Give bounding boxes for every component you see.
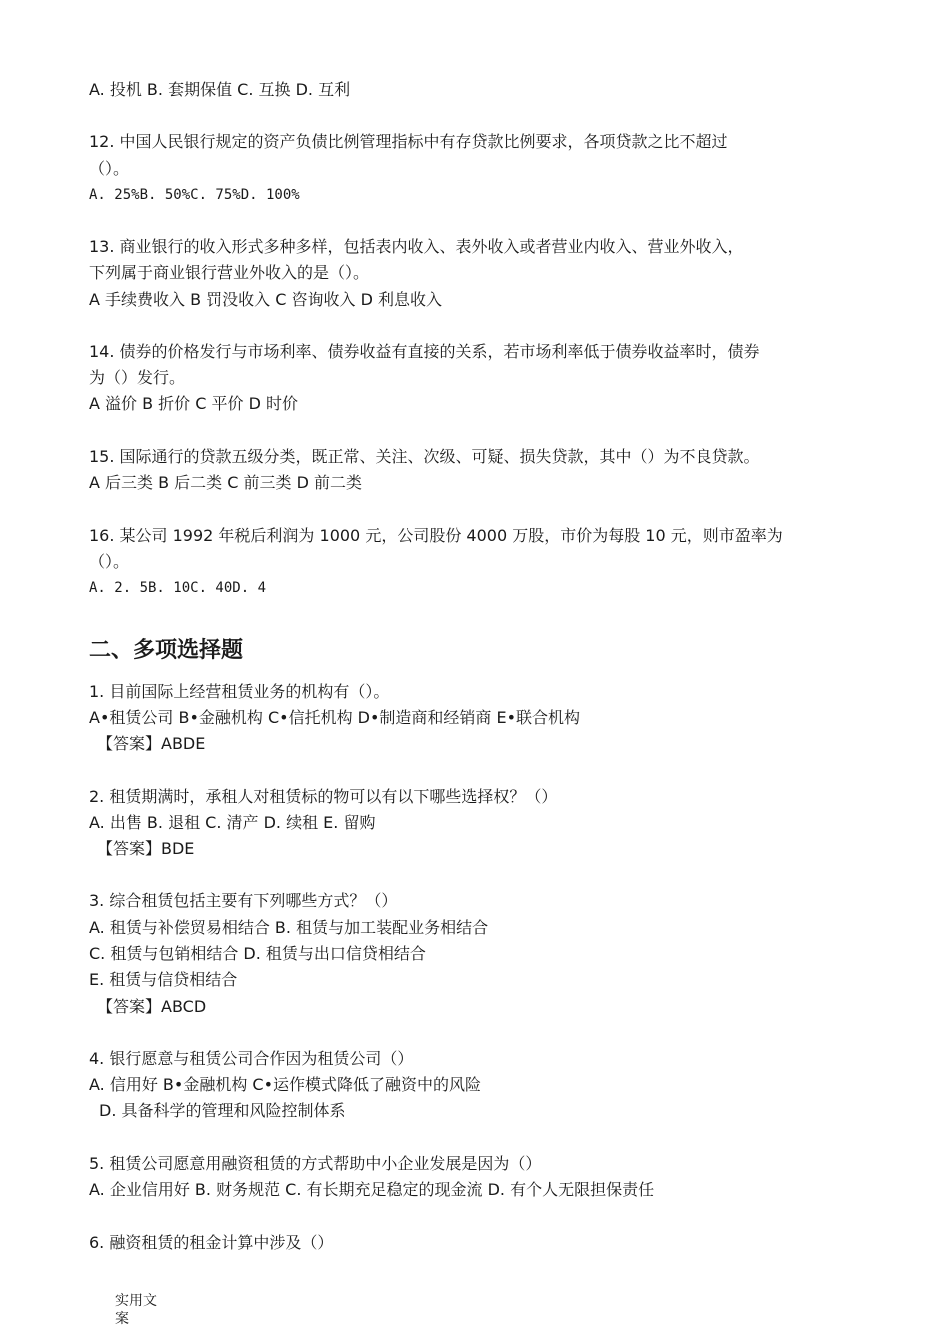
q14-options: A 溢价 B 折价 C 平价 D 时价 — [89, 394, 299, 413]
mq3-options-e: E. 租赁与信贷相结合 — [89, 970, 238, 989]
mq3-text: 3. 综合租赁包括主要有下列哪些方式？（） — [89, 891, 398, 910]
q14-text: 14. 债券的价格发行与市场利率、债券收益有直接的关系，若市场利率低于债券收益率时，债券 — [89, 342, 760, 361]
mq1-options: A•租赁公司 B•金融机构 C•信托机构 D•制造商和经销商 E•联合机构 — [89, 708, 581, 727]
mq3-options-cd: C. 租赁与包销相结合 D. 租赁与出口信贷相结合 — [89, 944, 426, 963]
mq3-answer: 【答案】ABCD — [97, 997, 207, 1016]
section-heading: 二、多项选择题 — [89, 638, 244, 663]
q12-text: 12. 中国人民银行规定的资产负债比例管理指标中有存贷款比例要求，各项贷款之比不超过 — [89, 132, 728, 151]
q16-text-cont: （）。 — [89, 552, 130, 571]
mq4-options-abc: A. 信用好 B•金融机构 C•运作模式降低了融资中的风险 — [89, 1075, 482, 1094]
q15-options: A 后三类 B 后二类 C 前三类 D 前二类 — [89, 473, 363, 492]
mq2-options: A. 出售 B. 退租 C. 清产 D. 续租 E. 留购 — [89, 813, 376, 832]
q16-options: A. 2. 5B. 10C. 40D. 4 — [89, 580, 267, 596]
mq6-text: 6. 融资租赁的租金计算中涉及（） — [89, 1233, 334, 1252]
mq2-text: 2. 租赁期满时，承租人对租赁标的物可以有以下哪些选择权？（） — [89, 787, 558, 806]
mq2-answer: 【答案】BDE — [97, 839, 195, 858]
q14-text-cont: 为（）发行。 — [89, 368, 186, 387]
mq3-options-ab: A. 租赁与补偿贸易相结合 B. 租赁与加工装配业务相结合 — [89, 918, 489, 937]
q12-text-cont: （）。 — [89, 159, 130, 178]
page-footer: 实用文案 — [115, 1293, 157, 1327]
q13-text: 13. 商业银行的收入形式多种多样，包括表内收入、表外收入或者营业内收入、营业外收入， — [89, 237, 744, 256]
mq5-text: 5. 租赁公司愿意用融资租赁的方式帮助中小企业发展是因为（） — [89, 1154, 542, 1173]
mq1-text: 1. 目前国际上经营租赁业务的机构有（）。 — [89, 682, 390, 701]
q12-options: A. 25%B. 50%C. 75%D. 100% — [89, 187, 300, 203]
q11-options: A. 投机 B. 套期保值 C. 互换 D. 互利 — [89, 80, 351, 99]
mq1-answer: 【答案】ABDE — [97, 734, 206, 753]
mq4-text: 4. 银行愿意与租赁公司合作因为租赁公司（） — [89, 1049, 414, 1068]
q13-text-cont: 下列属于商业银行营业外收入的是（）。 — [89, 263, 370, 282]
q15-text: 15. 国际通行的贷款五级分类，既正常、关注、次级、可疑、损失贷款，其中（）为不良贷款。 — [89, 447, 760, 466]
mq5-options: A. 企业信用好 B. 财务规范 C. 有长期充足稳定的现金流 D. 有个人无限担保责任 — [89, 1180, 655, 1199]
q16-text: 16. 某公司 1992 年税后利润为 1000 元，公司股份 4000 万股，市价为每股 10 元，则市盈率为 — [89, 526, 783, 545]
q13-options: A 手续费收入 B 罚没收入 C 咨询收入 D 利息收入 — [89, 290, 443, 309]
mq4-options-d: D. 具备科学的管理和风险控制体系 — [99, 1101, 346, 1120]
